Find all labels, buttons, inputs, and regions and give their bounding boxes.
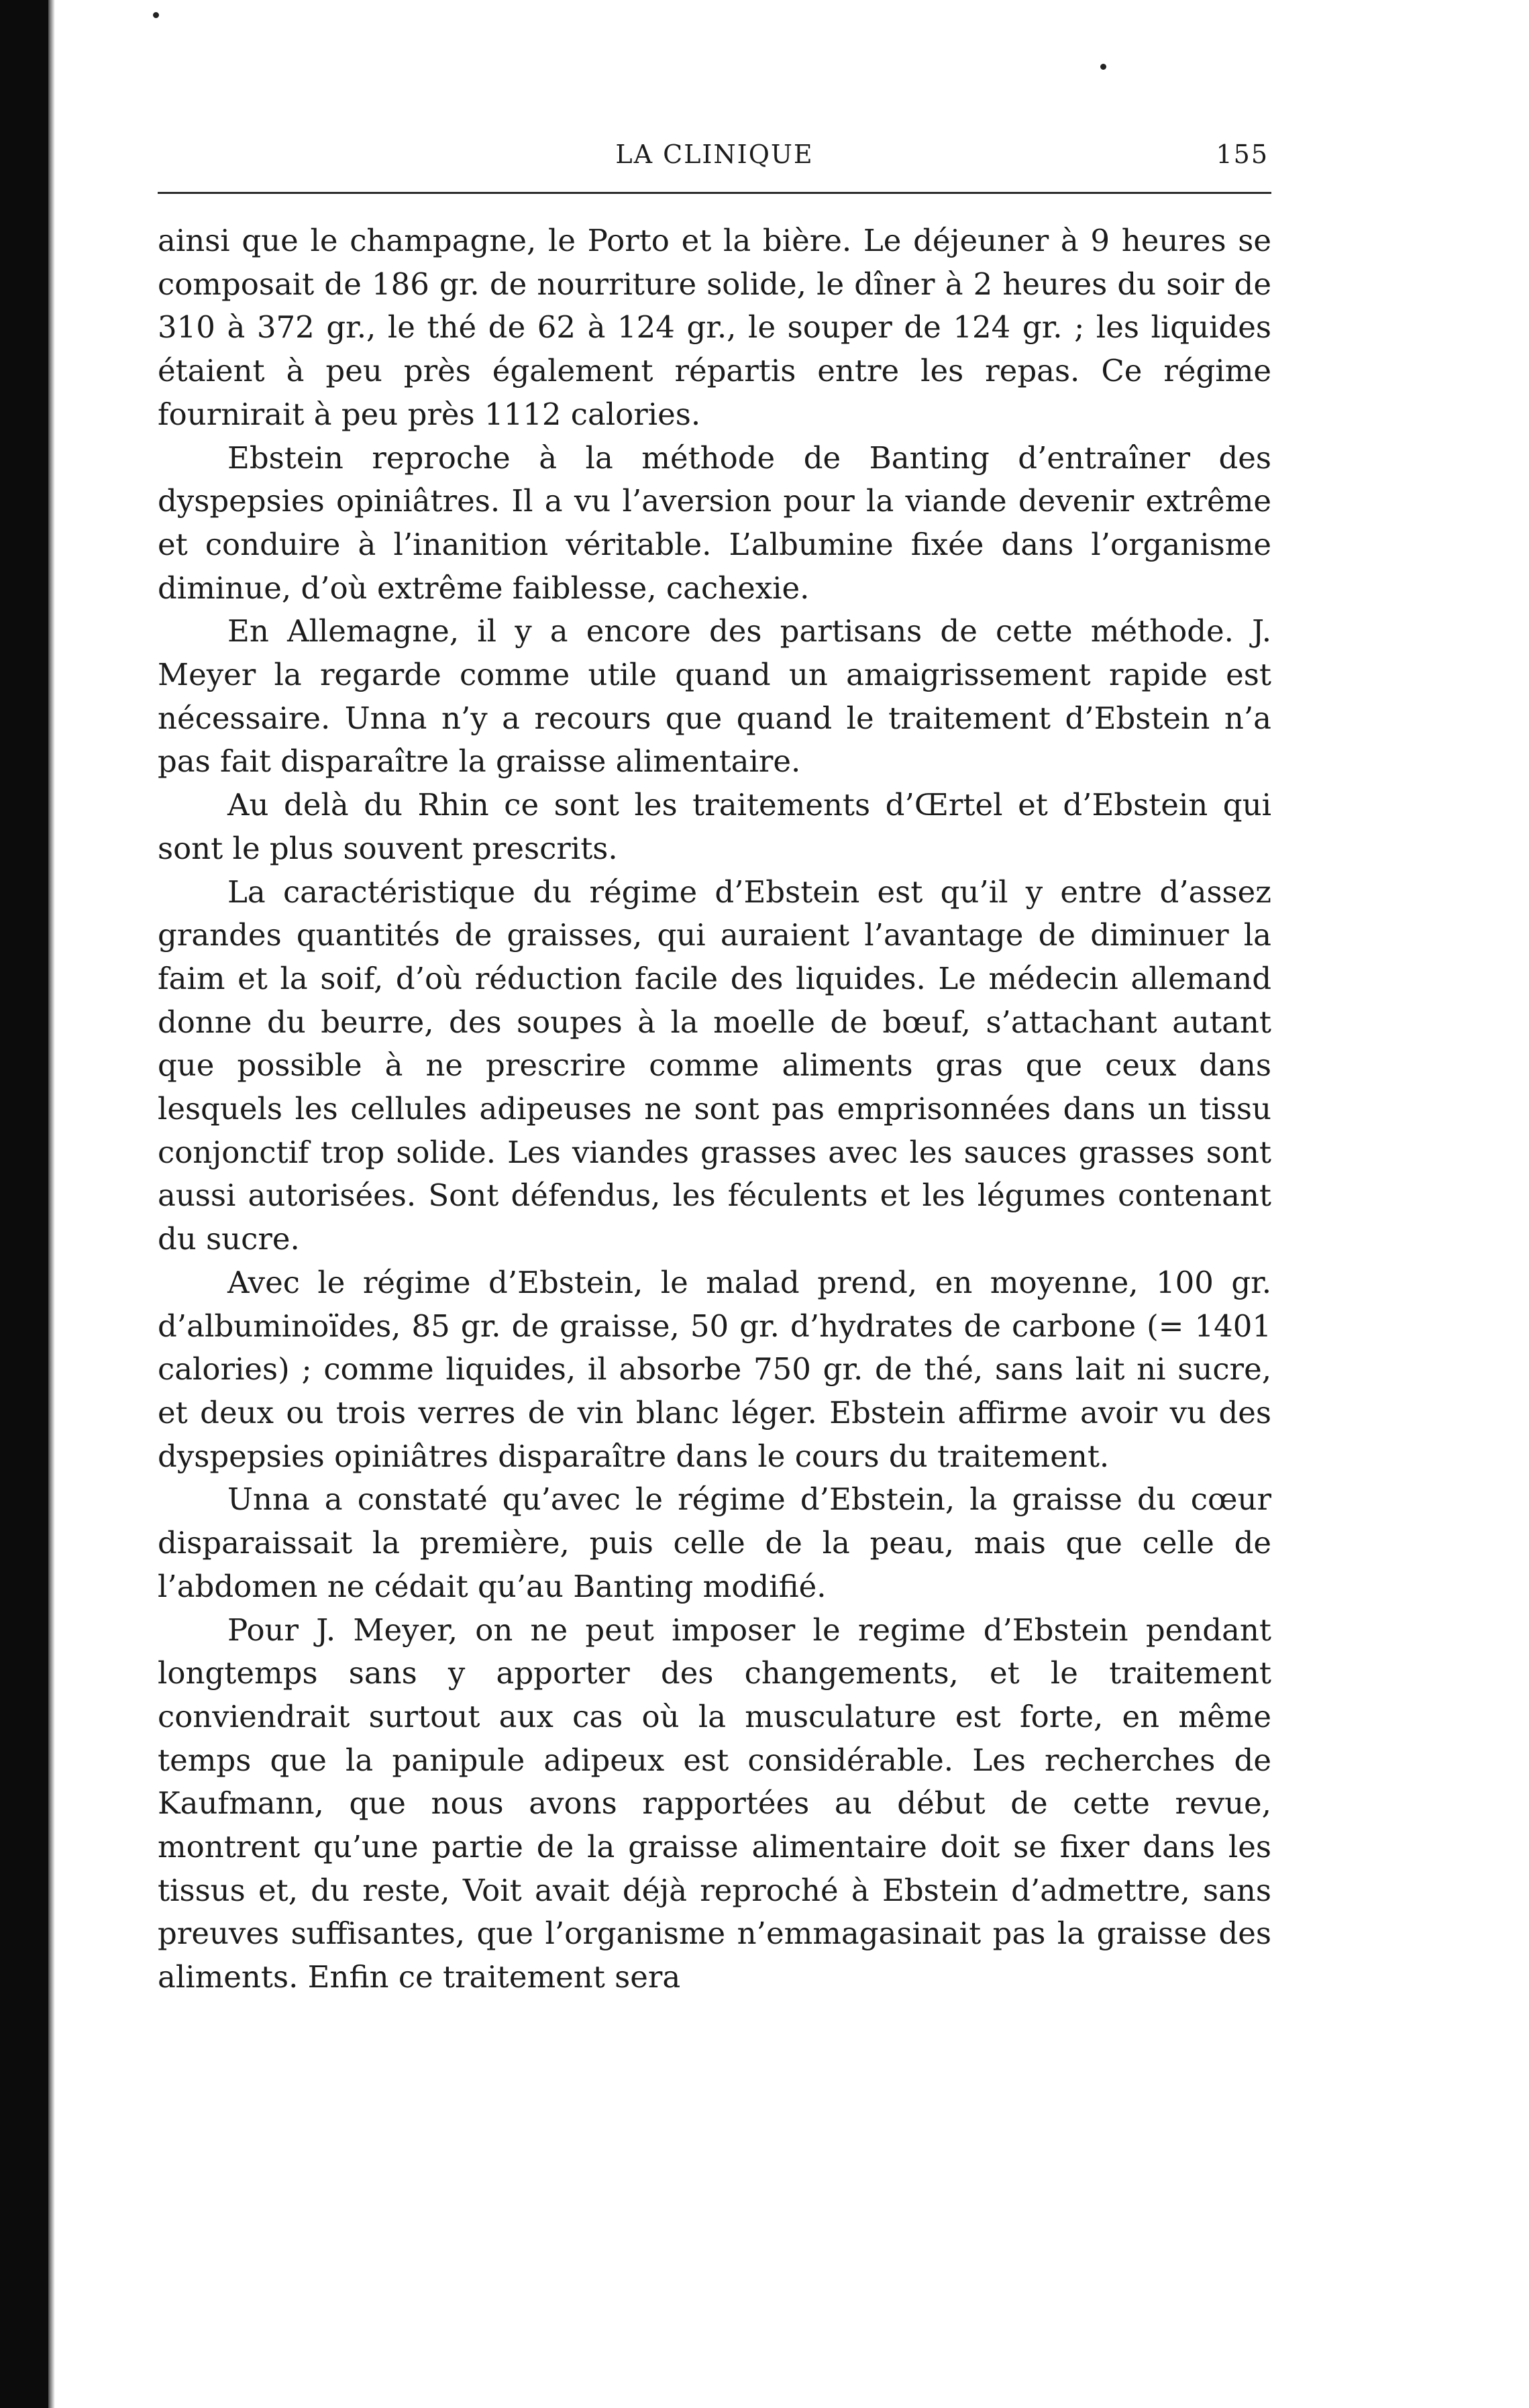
paragraph-continued: ainsi que le champagne, le Porto et la bière. Le déjeuner à 9 heures se composait de 186 gr. de nourriture solide, le dîner à 2 heures du soir de 310 à 372 gr., le thé de 62 à 124 gr., le souper de 124 gr. ; les liquides étaient à peu près également répartis entre les repas. Ce régime fournirait à peu près 1112 calories. [158,223,1271,432]
header-rule [158,192,1271,194]
running-header [158,134,1271,181]
book-page [158,134,1271,1999]
running-title: LA CLINIQUE [615,140,814,169]
paragraph-allemagne: En Allemagne, il y a encore des partisans de cette méthode. J. Meyer la regarde comme utile quand un amaigrissement rapide est nécessaire. Unna n’y a recours que quand le traitement d’Ebstein n’a pas fait disparaître la graisse alimentaire. [158,613,1271,780]
paragraph-unna: Unna a constaté qu’avec le régime d’Ebstein, la graisse du cœur disparaissait la première, puis celle de la peau, mais que celle de l’abdomen ne cédait qu’au Banting modifié. [158,1481,1271,1604]
spine-edge-gradient [48,0,55,2408]
paragraph-malade: Avec le régime d’Ebstein, le malad prend, en moyenne, 100 gr. d’albuminoïdes, 85 gr. de graisse, 50 gr. d’hydrates de carbone (= 1401 calories) ; comme liquides, il absorbe 750 gr. de thé, sans lait ni sucre, et deux ou trois verres de vin blanc léger. Ebstein affirme avoir vu des dyspepsies opiniâtres disparaître dans le cours du traitement. [158,1264,1271,1474]
paragraph-ebstein-banting: Ebstein reproche à la méthode de Banting d’entraîner des dyspepsies opiniâtres. Il a vu l’aversion pour la viande devenir extrême et conduire à l’inanition véritable. L’albumine fixée dans l’organisme diminue, d’où extrême faiblesse, cachexie. [158,439,1271,606]
paragraph-rhin: Au delà du Rhin ce sont les traitements d’Œrtel et d’Ebstein qui sont le plus souvent prescrits. [158,787,1271,866]
page-number: 155 [1216,140,1269,169]
paragraph-regime-ebstein: La caractéristique du régime d’Ebstein est qu’il y entre d’assez grandes quantités de graisses, qui auraient l’avantage de diminuer la faim et la soif, d’où réduction facile des liquides. Le médecin allemand donne du beurre, des soupes à la moelle de bœuf, s’attachant autant que possible à ne prescrire comme aliments gras que ceux dans lesquels les cellules adipeuses ne sont pas emprisonnées dans un tissu conjonctif trop solide. Les viandes grasses avec les sauces grasses sont aussi autorisées. Sont défendus, les féculents et les légumes contenant du sucre. [158,874,1271,1257]
body-text [158,219,1271,1999]
print-speck [1100,64,1106,70]
print-speck [153,12,159,18]
book-spine-shadow [0,0,48,2408]
paragraph-meyer: Pour J. Meyer, on ne peut imposer le regime d’Ebstein pendant longtemps sans y apporter des changements, et le traitement conviendrait surtout aux cas où la musculature est forte, en même temps que la panipule adipeux est considérable. Les recherches de Kaufmann, que nous avons rapportées au début de cette revue, montrent qu’une partie de la graisse alimentaire doit se fixer dans les tissus et, du reste, Voit avait déjà reproché à Ebstein d’admettre, sans preuves suffisantes, que l’organisme n’emmagasinait pas la graisse des aliments. Enfin ce traitement sera [158,1612,1271,1995]
